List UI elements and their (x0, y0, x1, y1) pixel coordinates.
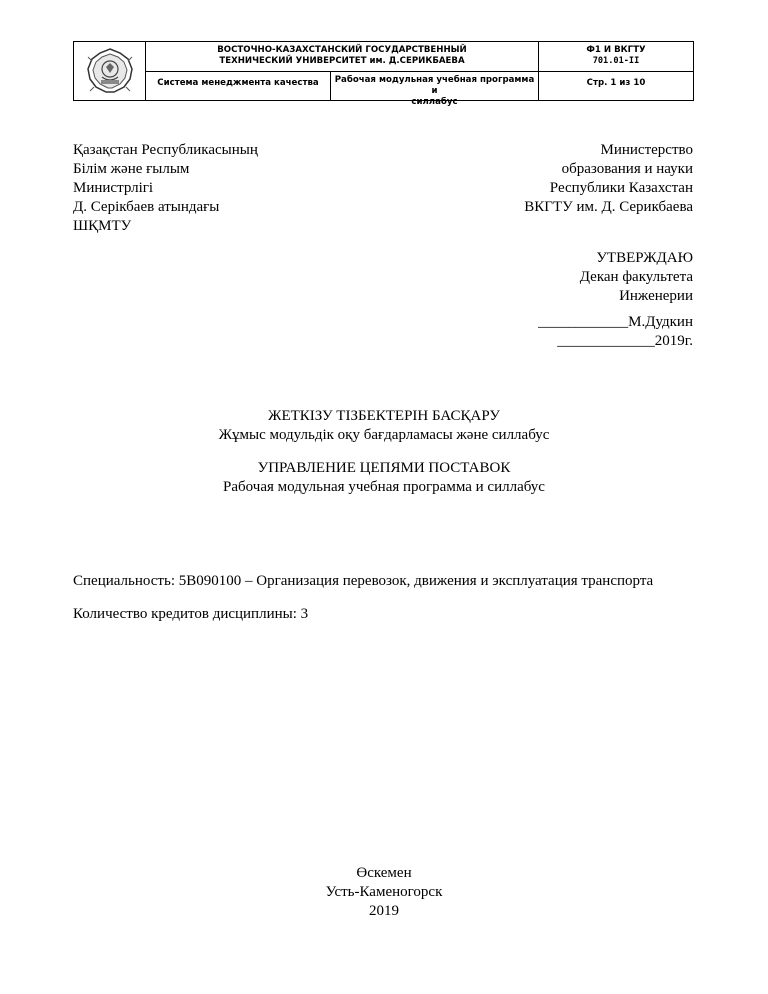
approval-faculty: Инженерии (619, 288, 693, 304)
university-line-2: ТЕХНИЧЕСКИЙ УНИВЕРСИТЕТ им. Д.СЕРИКБАЕВА (219, 56, 465, 66)
signature-name-line: ____________М.Дудкин (538, 314, 693, 330)
approval-block (580, 249, 693, 306)
ministry-kz-line: Қазақстан Республикасының (73, 142, 258, 158)
signature-block (538, 313, 693, 351)
year: 2019 (369, 903, 399, 919)
university-emblem-icon (84, 47, 136, 95)
ministry-ru-line: Министерство (600, 142, 693, 158)
document-code-line-2: 701.01-II (592, 56, 640, 66)
ministry-ru-line: Республики Казахстан (549, 180, 693, 196)
title-kazakh-block (0, 407, 768, 445)
approval-position: Декан факультета (579, 269, 693, 285)
title-russian-block (0, 459, 768, 497)
title-russian: УПРАВЛЕНИЕ ЦЕПЯМИ ПОСТАВОК (257, 460, 511, 476)
ministry-ru-line: ВКГТУ им. Д. Серикбаева (524, 199, 693, 215)
ministry-kz-line: Министрлігі (73, 180, 154, 196)
quality-system-cell (146, 72, 331, 100)
document-code-line-1: Ф1 И ВКГТУ (586, 45, 646, 55)
page-number: Стр. 1 из 10 (586, 78, 646, 88)
university-line-1: ВОСТОЧНО-КАЗАХСТАНСКИЙ ГОСУДАРСТВЕННЫЙ (217, 45, 467, 55)
approval-heading: УТВЕРЖДАЮ (596, 250, 693, 266)
logo-cell (74, 42, 146, 100)
city-kazakh: Өскемен (356, 865, 412, 881)
program-type-line-1: Рабочая модульная учебная программа и (334, 75, 535, 96)
program-type-line-2: силлабус (411, 97, 458, 107)
university-name-cell (146, 42, 539, 72)
ministry-ru-line: образования и науки (561, 161, 693, 177)
ministry-kz-line: ШҚМТУ (73, 218, 132, 234)
document-header-table (73, 41, 694, 107)
specialty-text: Специальность: 5В090100 – Организация перевозок, движения и эксплуатация транспорта (73, 573, 654, 589)
document-code-cell (539, 42, 693, 72)
subtitle-kazakh: Жұмыс модульдік оқу бағдарламасы және силлабус (218, 427, 550, 443)
ministry-kz-line: Д. Серікбаев атындағы (73, 199, 220, 215)
ministry-kz-line: Білім және ғылым (73, 161, 190, 177)
program-type-cell (331, 72, 539, 107)
title-kazakh: ЖЕТКІЗУ ТІЗБЕКТЕРІН БАСҚАРУ (268, 408, 500, 424)
footer-block (0, 864, 768, 921)
subtitle-russian: Рабочая модульная учебная программа и силлабус (223, 479, 545, 495)
quality-system-label: Система менеджмента качества (157, 78, 319, 88)
ministry-russian-block (524, 141, 693, 217)
credits-text: Количество кредитов дисциплины: 3 (73, 606, 309, 622)
ministry-kazakh-block (73, 141, 258, 236)
city-russian: Усть-Каменогорск (325, 884, 443, 900)
signature-date-line: _____________2019г. (557, 333, 693, 349)
page-number-cell (539, 72, 693, 100)
